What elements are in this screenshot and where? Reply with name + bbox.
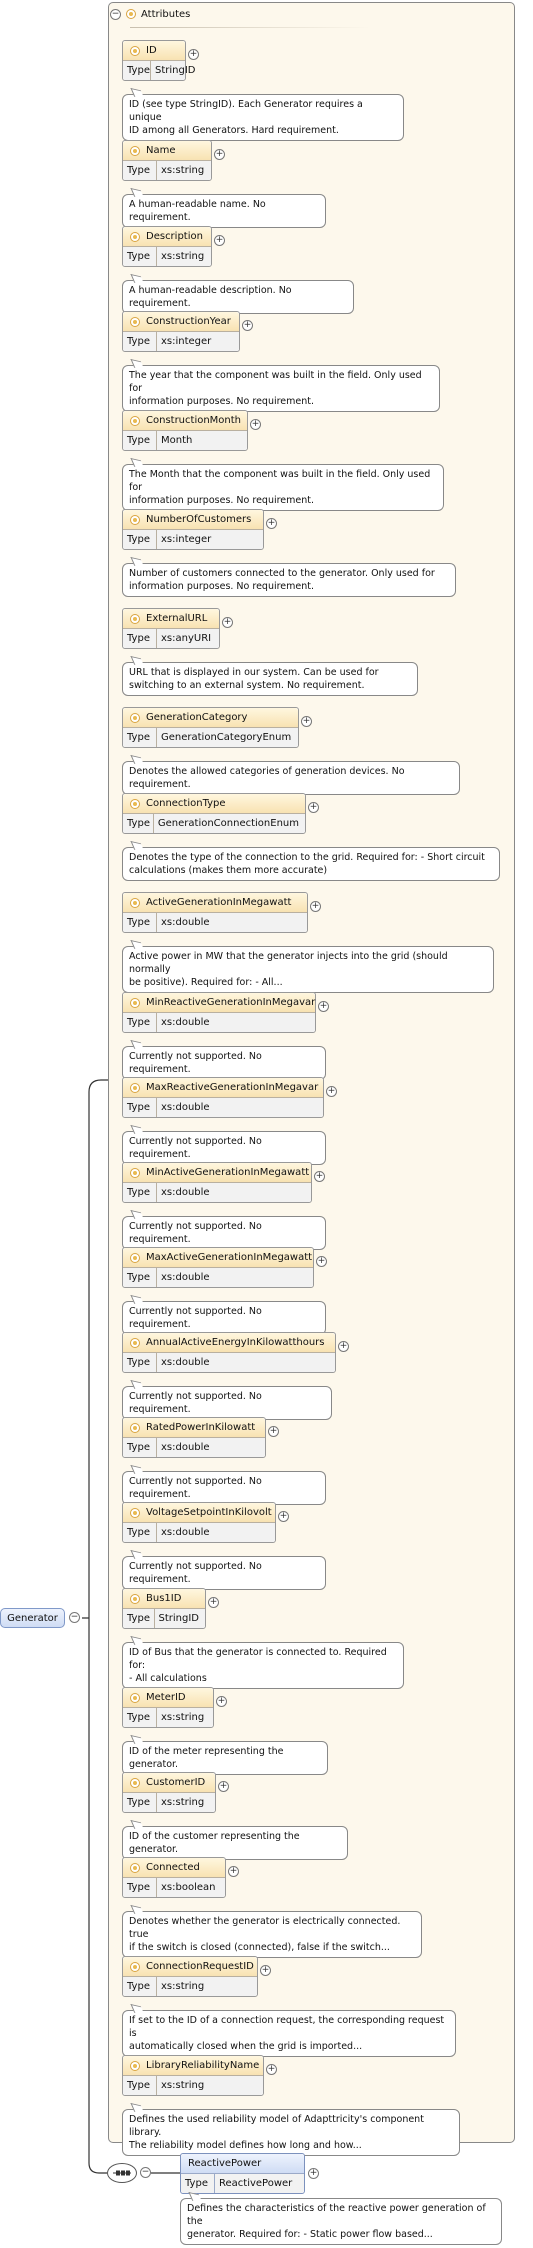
- attribute-type-value: xs:double: [161, 1102, 210, 1113]
- element-description: [180, 2198, 502, 2245]
- attribute-at-icon: [130, 515, 140, 525]
- plus-toggle-icon[interactable]: +: [251, 419, 260, 429]
- plus-toggle-icon[interactable]: +: [315, 1171, 324, 1181]
- attribute-at-icon: [130, 1693, 140, 1703]
- attribute-type-value: StringID: [158, 1613, 199, 1624]
- attributes-group-header: [110, 7, 190, 21]
- type-label: Type: [181, 2174, 215, 2193]
- attribute-name: ConnectionRequestID: [146, 1961, 254, 1972]
- attribute-type-value: xs:double: [161, 1187, 210, 1198]
- attribute-name: VoltageSetpointInKilovolt: [146, 1507, 272, 1518]
- description-line: Active power in MW that the generator injects into the grid (should normally: [129, 951, 448, 975]
- type-label: Type: [123, 1708, 157, 1727]
- attribute-description: [122, 563, 456, 597]
- attribute-at-icon: [130, 799, 140, 809]
- attribute-type-value: xs:string: [161, 1981, 205, 1992]
- description-line: automatically closed when the grid is imported...: [129, 2041, 363, 2052]
- attribute-connected[interactable]: [122, 1857, 238, 1898]
- plus-toggle-icon[interactable]: +: [267, 2064, 276, 2074]
- minus-toggle-icon[interactable]: −: [70, 1612, 79, 1622]
- attribute-rated-power-in-kilowatt[interactable]: [122, 1417, 278, 1458]
- attribute-type-value: xs:anyURI: [161, 633, 212, 644]
- description-line: ID among all Generators. Hard requirement.: [129, 125, 339, 136]
- plus-toggle-icon[interactable]: +: [269, 1426, 278, 1436]
- attribute-connection-request-id[interactable]: [122, 1956, 270, 1997]
- attribute-description: [122, 1386, 332, 1420]
- plus-toggle-icon[interactable]: +: [229, 1866, 238, 1876]
- attribute-max-active-generation-in-megawatt[interactable]: [122, 1247, 326, 1288]
- attribute-at-icon: [130, 416, 140, 426]
- plus-toggle-icon[interactable]: +: [327, 1086, 336, 1096]
- attribute-at-icon: [130, 1594, 140, 1604]
- type-label: Type: [123, 1878, 157, 1897]
- element-reactive-power[interactable]: [180, 2153, 318, 2194]
- plus-toggle-icon[interactable]: +: [317, 1256, 326, 1266]
- plus-toggle-icon[interactable]: +: [215, 235, 224, 245]
- attribute-at-icon: [130, 998, 140, 1008]
- attribute-customer-id[interactable]: [122, 1772, 228, 1813]
- attribute-external-url[interactable]: [122, 608, 232, 649]
- attribute-at-icon: [130, 2061, 140, 2071]
- attribute-construction-month[interactable]: [122, 410, 260, 451]
- attribute-name: MeterID: [146, 1692, 186, 1703]
- attribute-at-icon: [130, 614, 140, 624]
- plus-toggle-icon[interactable]: +: [279, 1511, 288, 1521]
- description-line: calculations (makes them more accurate): [129, 865, 328, 876]
- attribute-at-icon: [130, 232, 140, 242]
- attribute-type-value: xs:integer: [161, 336, 212, 347]
- attribute-at-icon: [130, 1423, 140, 1433]
- type-label: Type: [123, 814, 154, 833]
- type-label: Type: [123, 629, 157, 648]
- attribute-at-icon: [130, 713, 140, 723]
- type-label: Type: [123, 431, 157, 450]
- description-line: ID of Bus that the generator is connected to. Required for:: [129, 1647, 387, 1671]
- attribute-meter-id[interactable]: [122, 1687, 226, 1728]
- attribute-name: NumberOfCustomers: [146, 514, 252, 525]
- root-element-generator[interactable]: [0, 1608, 65, 1628]
- attribute-type-value: GenerationCategoryEnum: [161, 732, 292, 743]
- attribute-name: Connected: [146, 1862, 200, 1873]
- attribute-name: ConnectionType: [146, 798, 226, 809]
- plus-toggle-icon[interactable]: +: [261, 1965, 270, 1975]
- attribute-description: [122, 94, 404, 141]
- description-line: ID of the customer representing the generator.: [129, 1831, 300, 1855]
- description-line: switching to an external system. No requirement.: [129, 680, 365, 691]
- attribute-name: MinReactiveGenerationInMegavar: [146, 997, 316, 1008]
- attribute-description: [122, 847, 500, 881]
- description-line: The Month that the component was built in the field. Only used for: [129, 469, 431, 493]
- attribute-description: [122, 761, 460, 795]
- attribute-active-generation-in-megawatt[interactable]: [122, 892, 320, 933]
- attribute-name: CustomerID: [146, 1777, 206, 1788]
- attribute-type-value: xs:string: [161, 1797, 205, 1808]
- sequence-compositor-icon[interactable]: [107, 2163, 137, 2183]
- attribute-description: [122, 1046, 326, 1080]
- attribute-min-reactive-generation-in-megavar[interactable]: [122, 992, 328, 1033]
- plus-toggle-icon[interactable]: +: [267, 518, 276, 528]
- type-label: Type: [123, 530, 157, 549]
- attribute-name: MaxReactiveGenerationInMegavar: [146, 1082, 319, 1093]
- attribute-type-value: xs:string: [161, 251, 205, 262]
- attribute-description: [122, 2010, 456, 2057]
- attribute-at-icon: [130, 1778, 140, 1788]
- attribute-description: [122, 1741, 328, 1775]
- description-line: Denotes the type of the connection to the grid. Required for: - Short circuit: [129, 852, 485, 863]
- plus-toggle-icon[interactable]: +: [309, 2168, 318, 2178]
- plus-toggle-icon[interactable]: +: [215, 149, 224, 159]
- type-label: Type: [123, 1268, 157, 1287]
- attribute-type-value: xs:double: [161, 1272, 210, 1283]
- attribute-at-icon: [130, 46, 140, 56]
- description-line: Currently not supported. No requirement.: [129, 1476, 262, 1500]
- plus-toggle-icon[interactable]: +: [243, 320, 252, 330]
- attribute-id[interactable]: [122, 40, 198, 81]
- attribute-description: [122, 365, 440, 412]
- attribute-description: [122, 1471, 326, 1505]
- attribute-description: [122, 464, 444, 511]
- description-line: generator. Required for: - Static power flow based...: [187, 2229, 433, 2240]
- type-label: Type: [123, 1523, 157, 1542]
- attribute-type-value: Month: [161, 435, 193, 446]
- attribute-library-reliability-name[interactable]: [122, 2055, 276, 2096]
- attribute-type-value: xs:double: [161, 917, 210, 928]
- attribute-type-value: xs:double: [161, 1527, 210, 1538]
- description-line: If set to the ID of a connection request, the corresponding request is: [129, 2015, 445, 2039]
- description-line: Currently not supported. No requirement.: [129, 1306, 262, 1330]
- attributes-group-title: Attributes: [141, 8, 191, 20]
- attribute-name: ID: [146, 45, 157, 56]
- attribute-name: ConstructionMonth: [146, 415, 242, 426]
- attribute-name: LibraryReliabilityName: [146, 2060, 260, 2071]
- type-label: Type: [123, 728, 157, 747]
- minus-toggle-icon[interactable]: −: [111, 8, 120, 19]
- attribute-name: ConstructionYear: [146, 316, 231, 327]
- description-line: Currently not supported. No requirement.: [129, 1391, 262, 1415]
- attribute-type-value: xs:double: [161, 1357, 210, 1368]
- description-line: be positive). Required for: - All...: [129, 977, 283, 988]
- attribute-name[interactable]: [122, 140, 224, 181]
- type-label: Type: [123, 1793, 157, 1812]
- description-line: A human-readable description. No requirement.: [129, 285, 292, 309]
- attribute-type-value: xs:string: [161, 1712, 205, 1723]
- type-label: Type: [123, 1609, 155, 1628]
- attribute-name: MaxActiveGenerationInMegawatt: [146, 1252, 313, 1263]
- attribute-annual-active-energy-in-kilowatthours[interactable]: [122, 1332, 348, 1373]
- description-line: ID (see type StringID). Each Generator requires a unique: [129, 99, 363, 123]
- description-line: Defines the characteristics of the reactive power generation of the: [187, 2203, 486, 2227]
- type-label: Type: [123, 2076, 157, 2095]
- description-line: information purposes. No requirement.: [129, 396, 315, 407]
- attribute-number-of-customers[interactable]: [122, 509, 276, 550]
- description-line: URL that is displayed in our system. Can be used for: [129, 667, 379, 678]
- attribute-min-active-generation-in-megawatt[interactable]: [122, 1162, 324, 1203]
- attribute-type-value: xs:string: [161, 165, 205, 176]
- attribute-at-icon: [130, 1508, 140, 1518]
- description-line: Currently not supported. No requirement.: [129, 1051, 262, 1075]
- type-label: Type: [123, 1353, 157, 1372]
- type-label: Type: [123, 1013, 157, 1032]
- plus-toggle-icon[interactable]: +: [223, 617, 232, 627]
- description-line: Number of customers connected to the generator. Only used for: [129, 568, 435, 579]
- plus-toggle-icon[interactable]: +: [309, 802, 318, 812]
- type-label: Type: [123, 1977, 157, 1996]
- element-type-value: ReactivePower: [219, 2178, 293, 2189]
- description-line: information purposes. No requirement.: [129, 581, 315, 592]
- attribute-construction-year[interactable]: [122, 311, 252, 352]
- attribute-max-reactive-generation-in-megavar[interactable]: [122, 1077, 336, 1118]
- attribute-type-value: StringID: [154, 65, 196, 76]
- plus-toggle-icon[interactable]: +: [189, 49, 198, 59]
- description-line: The reliability model defines how long and how...: [129, 2140, 362, 2151]
- description-line: Denotes the allowed categories of generation devices. No requirement.: [129, 766, 405, 790]
- plus-toggle-icon[interactable]: +: [319, 1001, 328, 1011]
- description-line: Currently not supported. No requirement.: [129, 1561, 262, 1585]
- type-label: Type: [123, 61, 151, 80]
- attribute-at-icon: [130, 317, 140, 327]
- attribute-connection-type[interactable]: [122, 793, 318, 834]
- description-line: if the switch is closed (connected), false if the switch...: [129, 1942, 390, 1953]
- attribute-description: [122, 1131, 326, 1165]
- attribute-name: AnnualActiveEnergyInKilowatthours: [146, 1337, 325, 1348]
- attribute-at-icon: [130, 1863, 140, 1873]
- attribute-description: [122, 1911, 422, 1958]
- attribute-at-icon: [130, 1253, 140, 1263]
- plus-toggle-icon[interactable]: +: [311, 901, 320, 911]
- description-line: ID of the meter representing the generator.: [129, 1746, 284, 1770]
- description-line: information purposes. No requirement.: [129, 495, 315, 506]
- description-line: A human-readable name. No requirement.: [129, 199, 266, 223]
- description-line: - All calculations: [129, 1673, 207, 1684]
- attribute-at-icon: [130, 898, 140, 908]
- attribute-name: Description: [146, 231, 203, 242]
- attribute-description[interactable]: [122, 226, 224, 267]
- attribute-generation-category[interactable]: [122, 707, 311, 748]
- attribute-at-icon: [130, 1962, 140, 1972]
- attribute-at-icon: [130, 1168, 140, 1178]
- attribute-type-value: xs:double: [161, 1442, 210, 1453]
- attribute-name: MinActiveGenerationInMegawatt: [146, 1167, 310, 1178]
- type-label: Type: [123, 332, 157, 351]
- type-label: Type: [123, 247, 157, 266]
- attribute-name: RatedPowerInKilowatt: [146, 1422, 256, 1433]
- minus-toggle-icon[interactable]: −: [141, 2167, 150, 2177]
- attribute-type-value: xs:string: [161, 2080, 205, 2091]
- plus-toggle-icon[interactable]: +: [217, 1696, 226, 1706]
- type-label: Type: [123, 913, 157, 932]
- description-line: The year that the component was built in the field. Only used for: [129, 370, 422, 394]
- attribute-name: GenerationCategory: [146, 712, 248, 723]
- attribute-type-value: xs:double: [161, 1017, 210, 1028]
- attribute-name: ExternalURL: [146, 613, 208, 624]
- description-line: Currently not supported. No requirement.: [129, 1136, 262, 1160]
- plus-toggle-icon[interactable]: +: [209, 1597, 218, 1607]
- description-line: Currently not supported. No requirement.: [129, 1221, 262, 1245]
- attribute-bus1id[interactable]: [122, 1588, 218, 1629]
- attribute-name: Name: [146, 145, 176, 156]
- attribute-name: ActiveGenerationInMegawatt: [146, 897, 292, 908]
- attribute-description: [122, 1826, 348, 1860]
- attribute-description: [122, 1556, 326, 1590]
- plus-toggle-icon[interactable]: +: [302, 716, 311, 726]
- attribute-at-icon: [130, 146, 140, 156]
- type-label: Type: [123, 161, 157, 180]
- attribute-description: [122, 280, 354, 314]
- type-label: Type: [123, 1183, 157, 1202]
- attribute-type-value: xs:boolean: [161, 1882, 216, 1893]
- attribute-at-icon: [126, 9, 136, 19]
- attribute-description: [122, 1642, 404, 1689]
- element-name: ReactivePower: [188, 2158, 262, 2169]
- type-label: Type: [123, 1098, 157, 1117]
- attribute-description: [122, 1301, 326, 1335]
- attribute-type-value: GenerationConnectionEnum: [157, 818, 299, 829]
- attribute-description: [122, 194, 326, 228]
- attributes-header-divider: [130, 27, 370, 28]
- description-line: Defines the used reliability model of Adapttricity's component library.: [129, 2114, 424, 2138]
- description-line: Denotes whether the generator is electrically connected. true: [129, 1916, 401, 1940]
- root-element-label: Generator: [7, 1612, 58, 1624]
- attribute-type-value: xs:integer: [161, 534, 212, 545]
- attribute-name: Bus1ID: [146, 1593, 182, 1604]
- attribute-voltage-setpoint-in-kilovolt[interactable]: [122, 1502, 288, 1543]
- attribute-at-icon: [130, 1338, 140, 1348]
- attribute-at-icon: [130, 1083, 140, 1093]
- plus-toggle-icon[interactable]: +: [219, 1781, 228, 1791]
- attribute-description: [122, 2109, 460, 2156]
- attribute-description: [122, 662, 418, 696]
- plus-toggle-icon[interactable]: +: [339, 1341, 348, 1351]
- attribute-description: [122, 1216, 326, 1250]
- type-label: Type: [123, 1438, 157, 1457]
- attribute-description: [122, 946, 494, 993]
